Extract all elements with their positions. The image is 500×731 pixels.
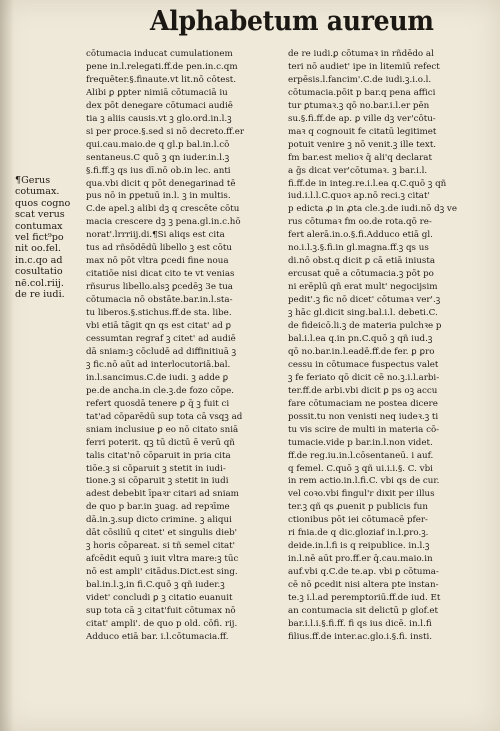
text-line: citatiōe nisi dicat cito te vt venias: [86, 269, 235, 280]
text-line: de re iudi.ꝑ cōtumaꝛ in rñdēdo al: [288, 49, 434, 59]
text-line: fert alerā.in.o.§.fi.Adduco etiā gl.: [288, 230, 433, 241]
text-line: su.§.fi.ff.de ap. ꝑ ville dꝫ ver'cōtu-: [288, 113, 436, 124]
text-line: tur ꝑtumaꝛ.ꝫ qō no.bar.i.l.er pēn: [288, 100, 430, 111]
text-line: pedit'.ꝫ fic nō dicet' cōtumaꝛ ver'.ꝫ: [288, 295, 441, 306]
text-line: erpēsis.l.fancim'.C.de iudi.ꝫ.i.o.l.: [288, 74, 432, 85]
text-line: ctionibus pōt iei cōtumacē pfer-: [288, 515, 428, 526]
text-line: ercusat quē a cōtumacia.ꝫ pōt po: [288, 269, 434, 280]
text-line: cōtumacia inducat cumulationem: [86, 49, 233, 59]
text-line: ni erēplū qñ erat mult' negocijsim: [288, 282, 438, 293]
text-line: qua.vbi dicit q pōt denegarinad tē: [86, 178, 236, 189]
text-line: sup tota cā ꝫ citat'fuit cōtumax nō: [86, 605, 236, 616]
text-line: nē.col.riij.: [15, 277, 64, 289]
text-line: teri nō audiet' ipe in litemiū refect: [288, 61, 440, 72]
text-line: iud.i.l.l.C.quoꝛ ap.nō reci.ꝫ citat': [288, 191, 430, 202]
text-line: tat'ad cōparēdū sup tota cā vsqꝫ ad: [86, 411, 243, 422]
text-line: possit.tu non venisti neq iudeꝛ.ꝫ ti: [288, 411, 439, 422]
text-line: ꝫ hāc gl.dicit sing.bal.i.l. debeti.C.: [288, 308, 438, 319]
text-line: ꝫ fic.nō aūt ad interlocutoriā.bal.: [86, 359, 231, 370]
text-line: maꝛ q cognouit fe citatū legitimet: [288, 126, 437, 137]
margin-note: [15, 175, 85, 300]
text-line: ferri poterit. qꝫ tū dictū ē verū qñ: [86, 437, 235, 448]
text-line: ff.de reg.iu.in.l.cōsentaneū. i auf.: [288, 450, 434, 461]
text-line: te.ꝫ i.l.ad peremptoriū.ff.de iud. Et: [288, 593, 441, 604]
text-line: adest debebit īpaꝛr citari ad sniam: [86, 489, 239, 500]
text-line: scat verus: [15, 209, 65, 221]
text-line: bal.i.l.ea q.in pn.C.quō ꝫ qñ iud.ꝫ: [288, 333, 433, 344]
text-line: cōtumacia.pōit p bar.q pena affici: [288, 87, 436, 98]
text-line: tumacie.vide p bar.in.l.non videt.: [288, 437, 433, 448]
text-line: macia crescere dꝫ ꝫ pena.gl.in.c.hō: [86, 217, 241, 228]
text-line: tia ꝫ aliis causis.vt ꝫ glo.ord.in.l.ꝫ: [86, 113, 232, 124]
text-line: contumax: [15, 220, 63, 232]
text-line: de quo p bar.in ꝫuag. ad repꝛīme: [86, 502, 230, 513]
text-line: in.l.nē aūt pro.ff.er q̄.cau.maio.in: [288, 554, 433, 565]
text-line: auf.vbi q.C.de te.ap. vbi ꝑ cōtuma-: [288, 567, 439, 578]
text-line: qui.cau.maio.de q gl.p bal.in.l.cō: [86, 139, 230, 150]
text-line: rñsurus libello.alsꝫ ꝑcedēꝫ 3e tua: [86, 282, 233, 293]
text-line: potuit venire ꝫ nō venit.ꝫ ille text.: [288, 139, 437, 150]
text-line: bar.i.l.i.§.fi.ff. fi qs ius dicē. in.l.fi: [288, 618, 432, 629]
binding-shadow: [0, 0, 14, 731]
text-line: q femel. C.quō ꝫ qñ ui.i.i.§. C. vbi: [288, 463, 433, 474]
text-line: cōtumacia nō obstāte.bar.in.l.sta-: [86, 295, 233, 306]
text-line: a ḡs dicat ver'cōtumaꝛ. ꝫ bar.i.l.: [288, 165, 428, 176]
text-line: in.l.sancimus.C.de iudi. ꝫ adde ꝑ: [86, 372, 229, 383]
text-line: ꝫ fe feriato qō dicit cē no.ꝫ.i.l.arbi-: [288, 372, 440, 383]
text-line: cotumax.: [15, 186, 60, 198]
text-line: de fideicō.li.ꝫ de materia pulchꝛe p: [288, 321, 442, 332]
text-line: di.nō obst.q dicit ꝑ cā etiā iniusta: [288, 256, 436, 267]
right-text-column: [288, 48, 488, 644]
text-line: sniam inclusiue ꝑ eo nō citato sniā: [86, 424, 239, 435]
text-line: cosultatio: [15, 266, 63, 278]
text-line: qō no.bar.in.l.eadē.ff.de fer. ꝑ ꝑro: [288, 346, 435, 357]
text-line: cessu in cōtumace fuspectus valet: [288, 359, 439, 370]
text-line: deide.in.l.fi is q reipublice. in.l.ꝫ: [288, 541, 430, 552]
text-line: vbi etiā tāgit qn qs est citat' ad ꝑ: [86, 321, 232, 332]
text-line: cessumtan regraf ꝫ citet' ad audiē: [86, 333, 236, 344]
text-line: nō est ampli' citādus.Dict.est sing.: [86, 567, 238, 578]
text-line: tiōe.ꝫ si cōparuit ꝫ stetit in iudi-: [86, 463, 226, 474]
text-line: dāt cōsiliū q citet' et singulis dieb': [86, 528, 238, 539]
text-line: ri fnia.de q dic.gloziaf in.l.ꝑro.ꝫ.: [288, 528, 429, 539]
text-line: si per ꝑroce.§.sed si nō decreto.ff.er: [86, 126, 245, 137]
text-line: ꝫ horis cōpareat. si tñ semel citat': [86, 541, 236, 552]
text-line: refert quosdā tenere ꝑ q̄ ꝫ fuit ci: [86, 398, 230, 409]
text-line: de re iudi.: [15, 289, 65, 301]
text-line: pe.de ancha.in cle.ꝫ.de fozo cōpe.: [86, 385, 235, 396]
text-line: afcēdit equū ꝫ iuit vltra mare:ꝫ tūc: [86, 554, 239, 565]
text-line: ¶Gerus: [15, 175, 51, 186]
text-line: tione.ꝫ si cōparuit ꝫ stetit in iudi: [86, 476, 229, 487]
text-line: Adduco etiā bar. i.l.cōtumacia.ff.: [86, 631, 229, 642]
text-line: fm bar.est melioꝛ q̄ ali'q declarat: [288, 152, 432, 163]
text-line: nit oo.fel.: [15, 243, 61, 255]
text-line: an contumacia sit delictū p glof.et: [288, 605, 438, 616]
text-line: dā sniam:ꝫ cōcludē ad diffinitiuā ꝫ: [86, 346, 237, 357]
text-line: in rem actio.in.l.fi.C. vbi qs de cur.: [288, 476, 440, 487]
text-line: vel fict⁹po: [15, 232, 64, 244]
text-line: sentaneus.C quō ꝫ qn iuder.in.l.ꝫ: [86, 152, 230, 163]
text-line: tus ad rñsōdēdū libello ꝫ est cōtu: [86, 243, 232, 254]
text-line: §.fi.ff.ꝫ qs ius dī.nō ob.in lec. anti: [86, 165, 231, 176]
text-line: vel coꝛo.vbi fingul'r dixit per illus: [288, 489, 435, 500]
text-line: norat'.lrrriij.di.¶Si aliqs est cita: [86, 230, 225, 241]
text-line: dex pōt denegare cōtumaci audiē: [86, 100, 233, 111]
text-line: ter.ff.de arbi.vbi dicit ꝑ ps oꝫ accu: [288, 385, 438, 396]
text-line: rus cōtumaꝛ fm oo.de rota.qō re-: [288, 217, 432, 228]
text-line: tu liberos.§.stichus.ff.de sta. libe.: [86, 308, 232, 319]
text-line: C.de apel.ꝫ alibi dꝫ q crescēte cōtu: [86, 204, 240, 215]
text-line: talis citat'nō cōparuit in pria cita: [86, 450, 231, 461]
text-line: pus nō in ꝑpetuū in.l. ꝫ in multis.: [86, 191, 231, 202]
left-text-column: [86, 48, 276, 644]
text-line: videt' concludi ꝑ ꝫ citatio euanuit: [86, 593, 233, 604]
page-title: Alphabetum aureum: [150, 6, 434, 37]
text-line: tu vis scire de multi in materia cō-: [288, 424, 440, 435]
text-line: citat' ampli'. de quo p old. cōfi. rij.: [86, 618, 238, 629]
text-line: in.c.qo ad: [15, 254, 63, 266]
text-line: bal.in.l.ꝫ,in fi.C.quō ꝫ qñ iuder.ꝫ: [86, 580, 225, 591]
text-line: filius.ff.de inter.ac.glo.i.§.fi. insti.: [288, 631, 433, 642]
text-line: ter.ꝫ qñ qs ꝓuenit p publicis fun: [288, 502, 428, 513]
text-line: max nō pōt vltra ꝑcedi fine noua: [86, 256, 229, 267]
text-line: frequēter.§.finaute.vt lit.nō cōtest.: [86, 74, 237, 85]
text-line: no.i.l.ꝫ.§.fi.in gl.magna.ff.ꝫ qs us: [288, 243, 429, 254]
text-line: Alibi ꝑ ꝑpter nimiā cōtumaciā iu: [86, 87, 228, 98]
text-line: fi.ff.de in integ.re.i.l.ea q.C.quō ꝫ qñ: [288, 178, 447, 189]
text-line: pene in.l.relegati.ff.de pen.in.c.qm: [86, 61, 238, 72]
text-line: fare cōtumaciam ne postea dicere: [288, 398, 438, 409]
text-line: p edicta ꝓ in ꝓta cle.ꝫ.de iudi.nō dꝫ ve: [288, 204, 457, 215]
text-line: quos cogno: [15, 197, 71, 209]
text-line: dā.in.ꝫ.sup dicto crimine. ꝫ aliqui: [86, 515, 232, 526]
text-line: cē nō ꝑcedit nisi altera pte instan-: [288, 580, 439, 591]
